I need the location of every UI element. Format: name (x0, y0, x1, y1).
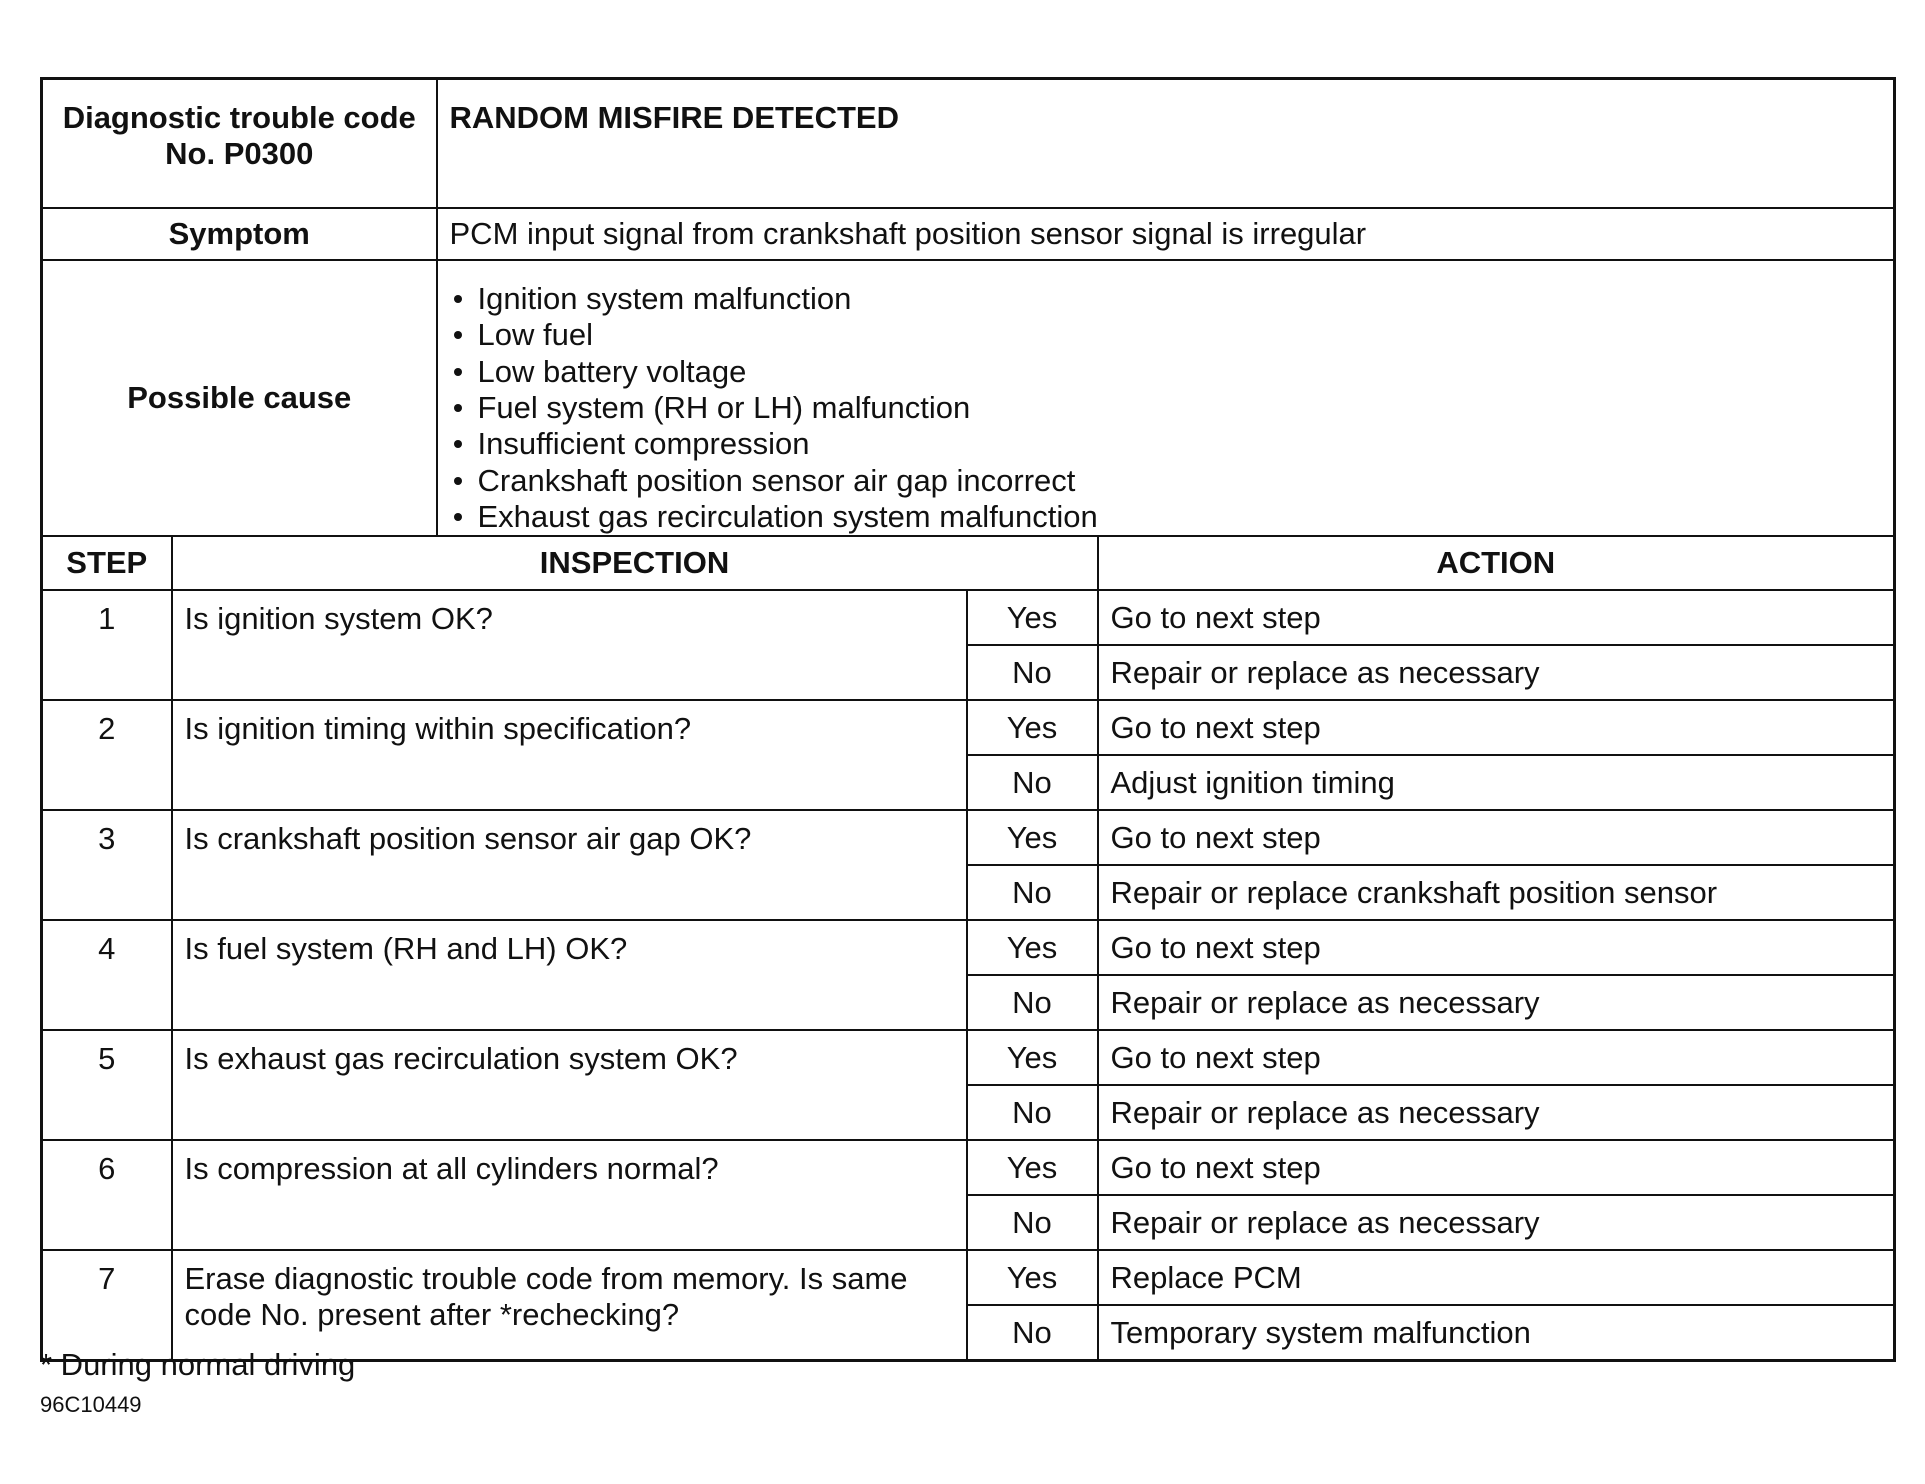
yes-label: Yes (967, 700, 1098, 755)
possible-cause-item (450, 390, 1894, 426)
step-row-yes (42, 700, 1895, 755)
no-action: Temporary system malfunction (1098, 1305, 1895, 1361)
possible-cause-label: Possible cause (42, 260, 437, 536)
yes-action: Replace PCM (1098, 1250, 1895, 1305)
no-label: No (967, 1085, 1098, 1140)
yes-action: Go to next step (1098, 700, 1895, 755)
step-row-yes (42, 1030, 1895, 1085)
symptom-text: PCM input signal from crankshaft position sensor signal is irregular (437, 208, 1895, 260)
action-column-header: ACTION (1098, 536, 1895, 590)
inspection-text: Is compression at all cylinders normal? (172, 1140, 967, 1250)
no-action: Repair or replace crankshaft position sensor (1098, 865, 1895, 920)
possible-cause-text: Ignition system malfunction (477, 281, 852, 317)
step-row-yes (42, 920, 1895, 975)
possible-cause-text: Insufficient compression (477, 426, 810, 462)
step-row-yes (42, 590, 1895, 645)
no-action: Repair or replace as necessary (1098, 1085, 1895, 1140)
inspection-text: Erase diagnostic trouble code from memory. Is same code No. present after *rechecking? (172, 1250, 967, 1361)
possible-cause-text: Crankshaft position sensor air gap incorrect (477, 462, 1076, 498)
step-row-yes (42, 1140, 1895, 1195)
no-action: Repair or replace as necessary (1098, 975, 1895, 1030)
yes-label: Yes (967, 810, 1098, 865)
step-number: 3 (42, 810, 172, 920)
dtc-label: Diagnostic trouble code No. P0300 (42, 79, 437, 209)
no-action: Repair or replace as necessary (1098, 645, 1895, 700)
inspection-text: Is ignition timing within specification? (172, 700, 967, 810)
bullet-icon (454, 477, 462, 485)
footnote: * During normal driving (40, 1347, 356, 1382)
possible-cause-text: Exhaust gas recirculation system malfunction (477, 498, 1098, 534)
no-label: No (967, 865, 1098, 920)
yes-label: Yes (967, 1030, 1098, 1085)
step-number: 2 (42, 700, 172, 810)
step-row-yes (42, 810, 1895, 865)
no-label: No (967, 975, 1098, 1030)
possible-cause-cell (437, 260, 1895, 536)
possible-cause-item (450, 462, 1894, 498)
bullet-icon (454, 295, 462, 303)
bullet-icon (454, 513, 462, 521)
figure-code: 96C10449 (40, 1392, 142, 1417)
possible-cause-list (438, 261, 1894, 535)
inspection-column-header: INSPECTION (172, 536, 1098, 590)
diagnostic-table (40, 77, 1896, 1362)
inspection-text: Is exhaust gas recirculation system OK? (172, 1030, 967, 1140)
yes-label: Yes (967, 1250, 1098, 1305)
no-label: No (967, 1305, 1098, 1361)
dtc-title: RANDOM MISFIRE DETECTED (437, 79, 1895, 209)
yes-action: Go to next step (1098, 810, 1895, 865)
step-number: 6 (42, 1140, 172, 1250)
step-number: 4 (42, 920, 172, 1030)
no-label: No (967, 1195, 1098, 1250)
step-number: 7 (42, 1250, 172, 1361)
possible-cause-item (450, 499, 1894, 535)
no-label: No (967, 755, 1098, 810)
symptom-label: Symptom (42, 208, 437, 260)
bullet-icon (454, 331, 462, 339)
possible-cause-item (450, 281, 1894, 317)
possible-cause-item (450, 354, 1894, 390)
yes-action: Go to next step (1098, 590, 1895, 645)
possible-cause-text: Low battery voltage (477, 353, 747, 389)
inspection-text: Is crankshaft position sensor air gap OK? (172, 810, 967, 920)
step-number: 1 (42, 590, 172, 700)
possible-cause-text: Fuel system (RH or LH) malfunction (477, 390, 971, 426)
step-row-yes (42, 1250, 1895, 1305)
inspection-text: Is ignition system OK? (172, 590, 967, 700)
yes-action: Go to next step (1098, 1030, 1895, 1085)
yes-label: Yes (967, 590, 1098, 645)
no-action: Repair or replace as necessary (1098, 1195, 1895, 1250)
possible-cause-text: Low fuel (477, 317, 593, 353)
possible-cause-item (450, 426, 1894, 462)
bullet-icon (454, 368, 462, 376)
yes-label: Yes (967, 920, 1098, 975)
yes-action: Go to next step (1098, 1140, 1895, 1195)
no-label: No (967, 645, 1098, 700)
bullet-icon (454, 404, 462, 412)
yes-label: Yes (967, 1140, 1098, 1195)
step-number: 5 (42, 1030, 172, 1140)
no-action: Adjust ignition timing (1098, 755, 1895, 810)
inspection-text: Is fuel system (RH and LH) OK? (172, 920, 967, 1030)
step-column-header: STEP (42, 536, 172, 590)
yes-action: Go to next step (1098, 920, 1895, 975)
possible-cause-item (450, 317, 1894, 353)
bullet-icon (454, 440, 462, 448)
